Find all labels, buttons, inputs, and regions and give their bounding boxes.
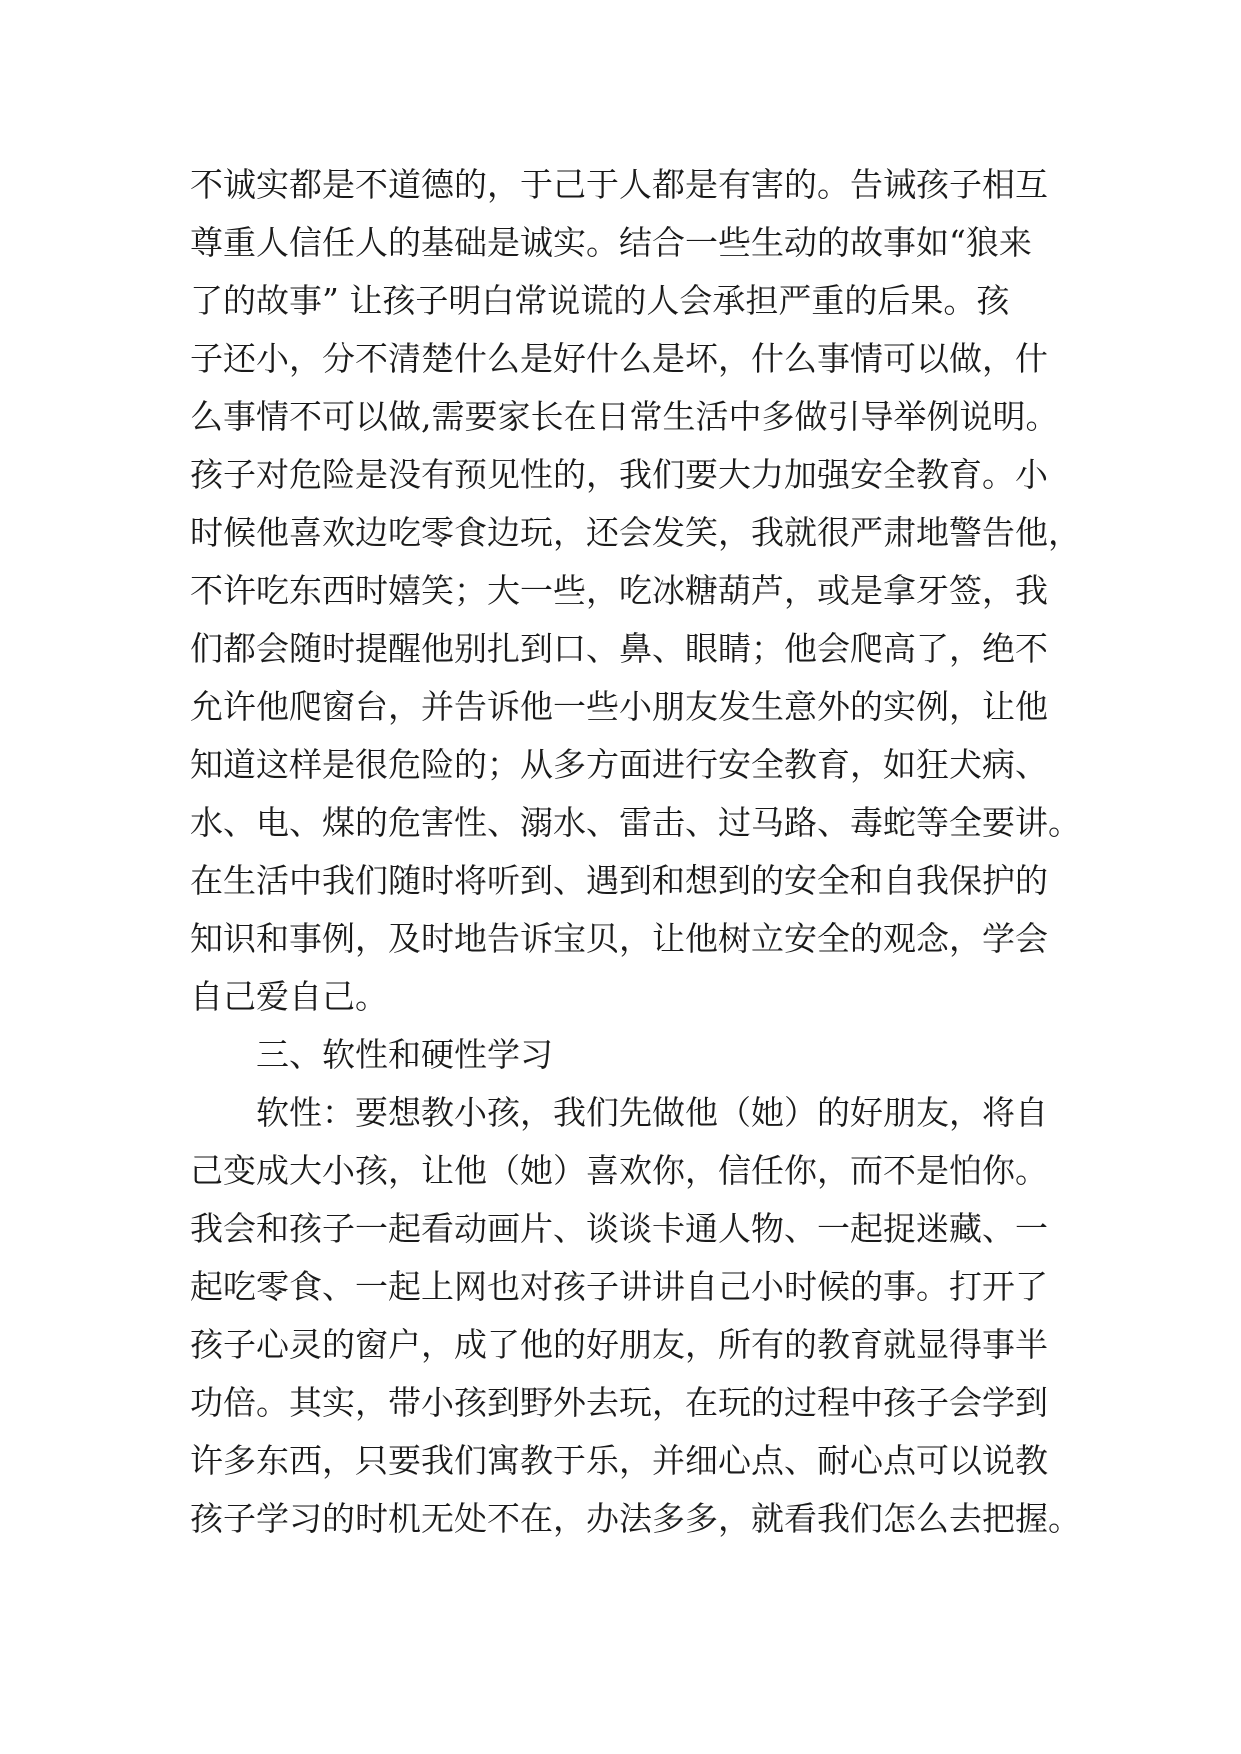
text-line: 时候他喜欢边吃零食边玩，还会发笑，我就很严肃地警告他， [190,513,1081,552]
text-line: 们都会随时提醒他别扎到口、鼻、眼睛；他会爬高了，绝不 [190,629,1048,668]
text-line: 不诚实都是不道德的，于己于人都是有害的。告诫孩子相互 [190,165,1048,204]
text-line: 功倍。其实，带小孩到野外去玩，在玩的过程中孩子会学到 [190,1383,1048,1422]
text-line: 孩子学习的时机无处不在，办法多多，就看我们怎么去把握。 [190,1499,1081,1538]
text-line: 不许吃东西时嬉笑；大一些，吃冰糖葫芦，或是拿牙签，我 [190,571,1048,610]
text-line: 我会和孩子一起看动画片、谈谈卡通人物、一起捉迷藏、一 [190,1209,1048,1248]
text-line: 知道这样是很危险的；从多方面进行安全教育，如狂犬病、 [190,745,1048,784]
text-line: 了的故事” 让孩子明白常说谎的人会承担严重的后果。孩 [190,281,1010,320]
text-line: 起吃零食、一起上网也对孩子讲讲自己小时候的事。打开了 [190,1267,1048,1306]
body-text [190,156,1081,1548]
text-line: 允许他爬窗台，并告诉他一些小朋友发生意外的实例，让他 [190,687,1048,726]
text-line: 孩子心灵的窗户，成了他的好朋友，所有的教育就显得事半 [190,1325,1048,1364]
text-line: 水、电、煤的危害性、溺水、雷击、过马路、毒蛇等全要讲。 [190,803,1081,842]
text-line: 孩子对危险是没有预见性的，我们要大力加强安全教育。小 [190,455,1048,494]
text-line: 么事情不可以做,需要家长在日常生活中多做引导举例说明。 [190,397,1059,436]
text-line: 在生活中我们随时将听到、遇到和想到的安全和自我保护的 [190,861,1048,900]
text-line: 许多东西，只要我们寓教于乐，并细心点、耐心点可以说教 [190,1441,1048,1480]
text-line: 自己爱自己。 [190,977,388,1016]
text-line: 子还小，分不清楚什么是好什么是坏，什么事情可以做，什 [190,339,1048,378]
text-line: 知识和事例，及时地告诉宝贝，让他树立安全的观念，学会 [190,919,1048,958]
text-line: 己变成大小孩，让他（她）喜欢你，信任你，而不是怕你。 [190,1151,1048,1190]
paragraph-first-line: 三、软性和硬性学习 [256,1035,553,1074]
text-line: 尊重人信任人的基础是诚实。结合一些生动的故事如“狼来 [190,223,1032,262]
paragraph-first-line: 软性：要想教小孩，我们先做他（她）的好朋友，将自 [256,1093,1048,1132]
